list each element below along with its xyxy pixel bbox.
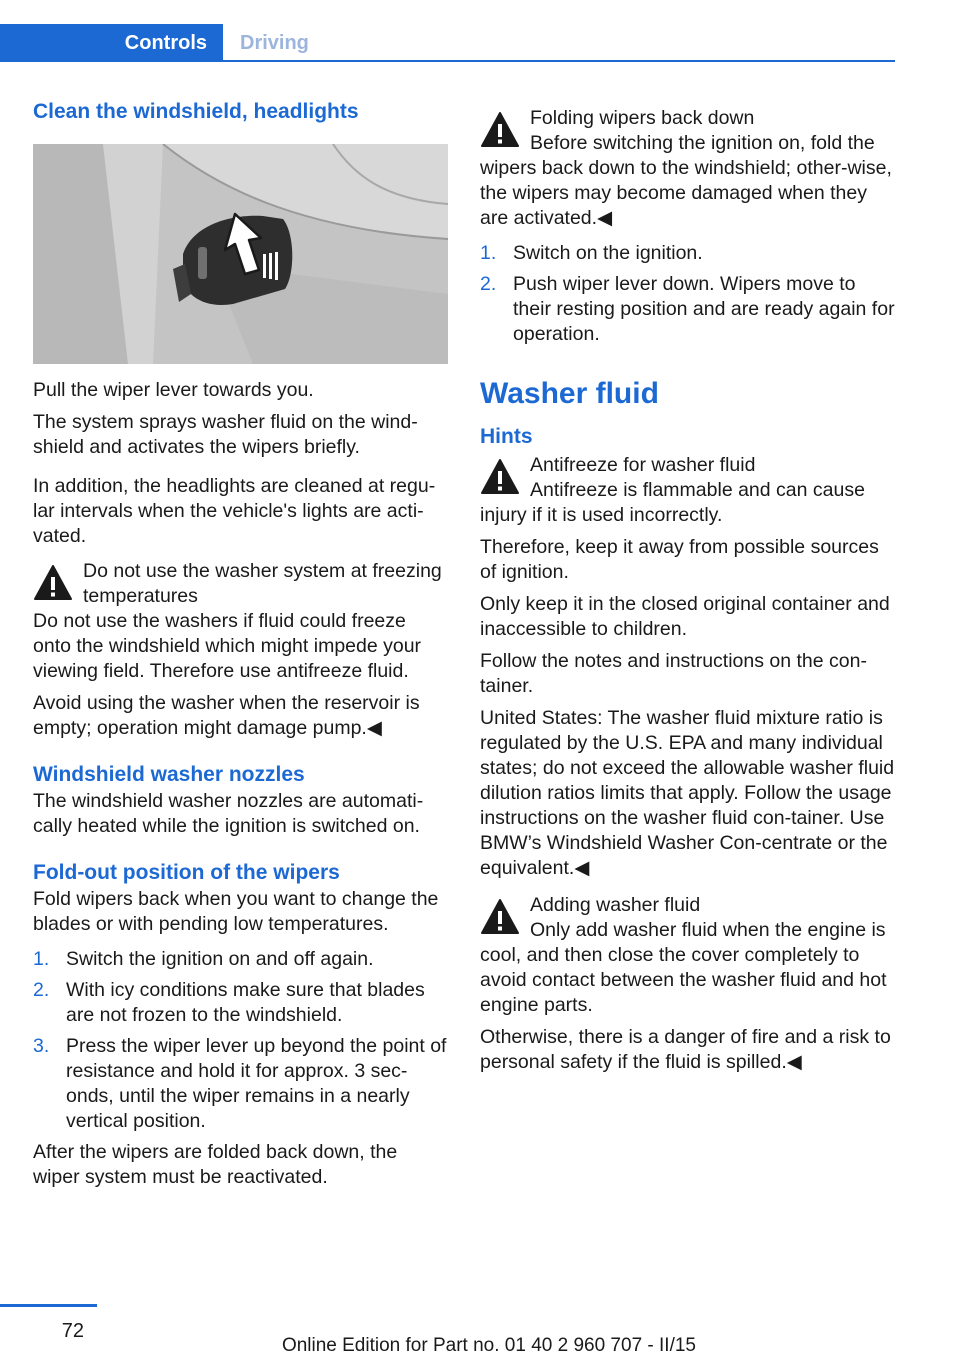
paragraph-reactivate: After the wipers are folded back down, the wiper system must be reactivated.: [33, 1141, 398, 1188]
heading-hints: Hints: [480, 425, 533, 448]
step-text: Press the wiper lever up beyond the point of resistance and hold it for approx. 3 sec‐onds, until the wiper remains in a nearly vertical position.: [66, 1035, 447, 1132]
list-item: [480, 272, 898, 347]
warning-triangle-icon: [33, 563, 73, 603]
warning-freezing-pump: Avoid using the washer when the reservoir is empty; operation might damage pump.◀: [33, 692, 420, 739]
fold-out-steps: [33, 947, 448, 1134]
warning-antifreeze-title: Antifreeze for washer fluid: [530, 454, 756, 476]
tab-controls-label: Controls: [124, 31, 207, 54]
warning-antifreeze-ignition: Therefore, keep it away from possible sources of ignition.: [480, 536, 879, 583]
footer-rule: [0, 1304, 97, 1307]
warning-antifreeze-instructions: Follow the notes and instructions on the con‐tainer.: [480, 650, 867, 697]
fold-back-steps: [480, 241, 898, 347]
heading-washer-fluid: Washer fluid: [480, 377, 659, 410]
paragraph-headlights-cleaned: In addition, the headlights are cleaned at regu‐lar intervals when the vehicle's lights are acti‐vated.: [33, 475, 436, 547]
warning-adding-fluid-title: Adding washer fluid: [530, 894, 701, 916]
page-number: 72: [61, 1320, 84, 1342]
list-item: [33, 947, 448, 972]
footer-edition: Online Edition for Part no. 01 40 2 960 707 - II/15: [281, 1335, 696, 1356]
paragraph-sprays-fluid: The system sprays washer fluid on the wind‐shield and activates the wipers briefly.: [33, 411, 418, 458]
tab-driving-label: Driving: [240, 31, 309, 54]
tab-controls[interactable]: [0, 24, 223, 62]
list-item: [33, 1034, 448, 1134]
warning-adding-fluid-cool: Only add washer fluid when the engine is cool, and then close the cover completely to avoid contact between the washer fluid and hot engine parts.: [480, 919, 887, 1016]
warning-folding-back: [480, 106, 898, 231]
wiper-lever-illustration: [33, 144, 448, 364]
warning-adding-fluid: [480, 893, 898, 1075]
warning-triangle-icon: [480, 897, 520, 937]
warning-freezing: [33, 559, 448, 741]
step-number: 2.: [33, 979, 50, 1001]
step-text: Switch the ignition on and off again.: [66, 948, 374, 970]
chapter-header: [0, 24, 895, 62]
warning-antifreeze: [480, 453, 898, 881]
warning-adding-fluid-danger: Otherwise, there is a danger of fire and a risk to personal safety if the fluid is spilled.◀: [480, 1026, 891, 1073]
right-column: [480, 98, 898, 1082]
warning-antifreeze-flammable: Antifreeze is flammable and can cause injury if it is used incorrectly.: [480, 479, 865, 526]
heading-clean-windshield: Clean the windshield, headlights: [33, 100, 359, 123]
warning-freezing-title: Do not use the washer system at freezing temperatures: [83, 560, 442, 607]
step-text: Push wiper lever down. Wipers move to their resting position and are ready again for operation.: [513, 273, 895, 345]
paragraph-pull-lever: Pull the wiper lever towards you.: [33, 379, 314, 401]
warning-freezing-text: Do not use the washers if fluid could freeze onto the windshield which might impede your viewing field. Therefore use antifreeze fluid.: [33, 610, 422, 682]
step-number: 3.: [33, 1035, 50, 1057]
step-text: Switch on the ignition.: [513, 242, 703, 264]
warning-antifreeze-epa: United States: The washer fluid mixture ratio is regulated by the U.S. EPA and many individual states; do not exceed the allowable washer fluid dilution ratios limits that apply. Follow the usage instructions on the washer fluid con‐tainer. Use BMW’s Windshield Washer Con‐centrate or the equivalent.◀: [480, 707, 895, 879]
warning-triangle-icon: [480, 457, 520, 497]
wiper-lever-drawing: [33, 144, 448, 364]
list-item: [33, 978, 448, 1028]
step-number: 2.: [480, 273, 497, 295]
left-column: [33, 98, 448, 1197]
warning-folding-back-title: Folding wipers back down: [530, 107, 755, 129]
heading-washer-nozzles: Windshield washer nozzles: [33, 763, 305, 786]
paragraph-fold-wipers: Fold wipers back when you want to change the blades or with pending low temperatures.: [33, 888, 439, 935]
warning-folding-back-text: Before switching the ignition on, fold the wipers back down to the windshield; other‐wise, the wipers may become damaged when they are activated.◀: [480, 132, 892, 229]
warning-triangle-icon: [480, 110, 520, 150]
step-text: With icy conditions make sure that blades are not frozen to the windshield.: [66, 979, 425, 1026]
step-number: 1.: [33, 948, 50, 970]
step-number: 1.: [480, 242, 497, 264]
tab-driving[interactable]: [240, 24, 309, 62]
list-item: [480, 241, 898, 266]
heading-fold-out-position: Fold-out position of the wipers: [33, 861, 340, 884]
warning-antifreeze-container: Only keep it in the closed original container and inaccessible to children.: [480, 593, 890, 640]
paragraph-nozzles-heated: The windshield washer nozzles are automati‐cally heated while the ignition is switched on.: [33, 790, 424, 837]
